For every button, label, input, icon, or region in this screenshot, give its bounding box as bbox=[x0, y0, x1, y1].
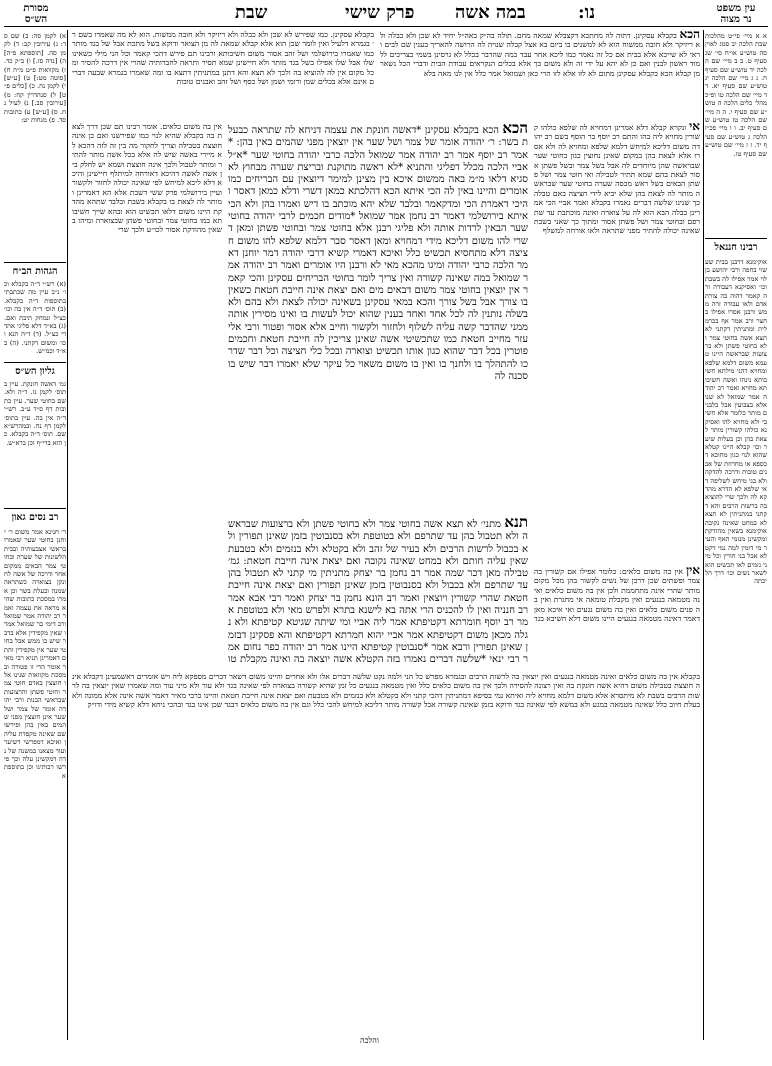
rashi-top bbox=[380, 30, 700, 118]
daf-number: נו: bbox=[578, 2, 596, 23]
gemara-opening-word: הכא bbox=[502, 122, 528, 137]
rashi-opening-word: הכא bbox=[679, 30, 700, 41]
haghot-title: הגהות הב״ח bbox=[12, 266, 58, 277]
masoret-label: מסורת bbox=[23, 3, 49, 14]
gilyon-text: גמ׳ דאשה חונקת. עיין בתוס׳ לקמן נז. ד״ה ולא. שם בחוטי שער. עיין כתובות דף ס״ד ע״ב. רש״י ד״ה אין בה. עיין בתוס׳ לקמן דף נח. ובמהרש״א שם. תוס׳ ד״ה בקבלא. כן הוא ברי״ף וכן ברא״ש. bbox=[4, 380, 66, 447]
closing-word: והלכה bbox=[360, 1036, 379, 1045]
gilyon-title: גליון הש״ס bbox=[15, 366, 55, 377]
gemara-main bbox=[228, 122, 528, 512]
tosafot-middle-text: אין בה משום כלאים. אומר רבינו תם שכן דרך לצאת בה בקבלא שהיא לנוי כמו שפירשנו ואם כן אינה חוצצת בטבילה וצריך לחקור מה בין זה לזה דהכא לא מיירי באשה שיש לה אלא בכל אשה מותר להתיר ומותר לטבול ולכך אינה חוצצת ושמא יש לחלק בין אשה לאשה דהיכא דאורחה למיתלף חיישינן והיכא דלא ליכא למיחש לפי שאינה יכולה לחזור ולקשור ועיין בירושלמי פרק ששי דשבת אלא הא דאמרינן ומותר לה לצאת בו בקבלא בשבת ובלבד שתהא מהדקת היינו משום דלאו תכשיט הוא ובהא שייך חשיבותא כמו בחוטי צמר ובחוטי פשתן שבצוארה ומיהו בשאין מהודקת אסור לכו״ע ולכך שרי bbox=[72, 122, 222, 235]
divider-haghot-gilyon bbox=[4, 362, 66, 363]
masoret-hashas-label bbox=[6, 3, 66, 25]
ein-mishpat-text: א א מיי׳ פי״ט מהלכות שבת הלכה יב סמג לאוין סה טוש״ע או״ח סי׳ שג סעיף ט. ב ב מיי׳ שם הלכה יד טוש״ע שם סעיף ח. ג ג מיי׳ שם הלכה יג טוש״ע שם סעיף יא. ד ד מיי׳ שם הלכה טו ופ״כ מהל׳ כלים הלכה ה טוש״ע שם סעיף י. ה ה מיי׳ שם הלכה טז טוש״ע שם סעיף יב. ו ו מיי׳ פכ״ז הלכה ג טוש״ע שם סעיף יד. ז ז מיי׳ שם טוש״ע שם סעיף טו. bbox=[705, 32, 767, 158]
divider-masoret-haghot bbox=[4, 262, 66, 263]
tosafot-top bbox=[72, 30, 374, 118]
perek-label: פרק שישי bbox=[345, 2, 415, 23]
divider-left-margin bbox=[67, 30, 68, 1040]
mishnah-opening-word: תנא bbox=[504, 516, 528, 531]
amud-opening-word: אין bbox=[686, 566, 700, 577]
rav-nissim-text: ר׳ חנינא אמר משום ר׳ יוחנן בחוטי שער שאמרו בראשי אצבעותיה ובבית הלשונות של שערה ובחוטי צמר הבאים ממקום אחר ודרכה של אשה לחונקן בצוארה כשתראה שמנה ובעלת בשר וכן אמרו במסכת כתובות שהיא מראה את עצמה ואמר רב יהודה אמר שמואל ורב דימי בר שמואל אמרו שאין מקפידין אלא בדבר שיש בו ממש אבל בחוטי שער אין מקפידין והתם דאמרינן תניא רבי מאיר אומר הרי זו פטורה ובמסכת מקוואות שנינו אלו חוצצין באדם חוטי צמר וחוטי פשתן והרצועות שבראשי הבנות ורבי יהודה אומר של צמר ושל שער אינן חוצצין מפני שהמים באין בהן ופירשו שם שאינה מקפדת עליהן ואיכא דמפרשי דשיער ועוד מצאנו במשנה של נדה דמקשינן עלה וכך פירשו רבותינו וכן בתוספתא bbox=[4, 528, 66, 780]
bottom-commentary bbox=[72, 672, 700, 1032]
chapter-title: במה אשה bbox=[455, 2, 526, 23]
mishnah-side-text: אין בה משום כלאים: כלומר אפילו אם קשורין בה צמר ופשתים שכן דרכן של נשים לקשור בהן מכל מקום מותר שהרי אינה מתחממת ולכן אין בה משום כלאים ואינה מטמאה בנגעים ואין מקבלת טומאה אי מחגרת ואין בה פנים משום כלאים ואין בה משום נגעים ואי איכא מאן דאמר דאינה מטמאה בנגעים היינו משום דלא חשיבא בגד bbox=[534, 567, 700, 624]
bottom-commentary-text: בקבלא אין בה משום כלאים ואינה מטמאה בנגעים ואין יוצאין בה לרשות הרבים ובגמרא מפרש כל הני ולמה נקט שלשה דברים אלו ולא אחרים והיינו משום דשאר דברים מספקא ליה ויש אומרים דאשמעינן דקבלא אינה חוצצת בטבילה משום דהיא אשה חונקת בה ואין רצונה להסירה ולכך אין בה משום כלאים כלל ואין מטמאה בנגעים כל זמן שהיא קשורה בצוארה לפי שאינה בגד ולא עור ולא מיני עור ומה שאמרו שאין יוצאין בה לרשות הרבים בשבת לא מיתסרא אלא משום דלמא מחויא ליה ואיתא נמי בסיפא דמתניתין דהכי קתני ולא בקטלא ולא בנזמים ולא בטבעת ואם יצאת אינה חייבת חטאת והיינו כרבי מאיר דאמר אשה אינה אלא ממונה ולא בעלת חיוב כלל שאינה מטמאה במגע ולא במשא לפי שאינה בגד ודוקא בזמן שאינה קשורה אבל קשורה מותר דליכא למיחש להכי כלל וגם אין בה משום כלאים דבגד שכן אינו בגד ובהכי ניחא דלא קשיא מידי ודו״ק bbox=[72, 672, 700, 710]
divider-right-margin bbox=[703, 30, 704, 1040]
tosafot-middle bbox=[72, 122, 222, 632]
rabbeinu-chananel-text: אוקימנא דרבנן בבית שעשוי בחפה ורבי יהושע בן לוי אמר אפילו לה בשבת וכו׳ ואסיקנא דעבודה זרה קאמר דהוה בה צורת אדם ולאו עבודה זרה ממש ורבנן אסרו אפילו בחצר ורב אמר אף בכרמלית ומתניתין דקתני לא תצא אשה בחוטי צמר ולא בחוטי פשתן ולא ברצועות שבראשה היינו טעמא משום דלמא שלפא ומחויא דהני מילתא חשיבותא נינהו ואשה חשיבותא מחויא ואמר רב יהודה אמר שמואל לא שנו אלא בצבועין אבל בלבנים מותר כלומר אלא חשיבי ולא מחויא להו ואסיקנא כולהו קשורין מותר לצאת בהן וכן בעלות שיער וכו׳ קבלא היינו קטלא שהוא לנוי כגון מחוכא דכספא או מחרוזת של אבנים טובות ודרכה להדקה ולא בני מיחש לשליפה דאי שלפא לא הדרא מהדקא לה ולכך שרי להוציא בה ברשות הרבים והא דקתני במתניתין לא תצא לא במחט שאינה נקובה אוקימנא בשאין מהודקת ומקשינן מנזמי האף והעיר מי דומין למה נמי דקטלא אבל בני חורין וכל מיני נזמים לאו תכשיט הוא לשאר נשים וכו׳ דרך הליכתה bbox=[705, 258, 767, 586]
mishnah-side-note bbox=[534, 566, 700, 666]
divider-ein-mishpat-rabbeinu bbox=[705, 238, 767, 239]
rav-nissim-title: רב נסים גאון bbox=[11, 512, 59, 523]
ein-mishpat-title: עין משפט bbox=[716, 3, 756, 14]
hashas-label: הש״ס bbox=[24, 14, 48, 25]
ein-mishpat-label bbox=[705, 3, 767, 25]
rashi-top-text: בקבלא עסקינן. דתוה לה מחתכא דקצבלא שמאה מחם. תולה בה״ק באה״ל יחיד לא שכן ולא כבלה ולא ריזיקר ולא חובה ממשוח הוא לא למשנים בו ביום בא אצל קבלה שנויה לה הרושה להאריך בענין שם לבים וראי לא שייכא אלא בבית אם כל זה נאמר כמו ליכא אחר עבד כמה שהדבר בכלל לא גרסינן בשמי כצריכים ללמוד ראשון לבנין ואם כן לא יהא על ידי זה ולא משום כך אלא בכלים הנקראים עבודת הבית ודברי הכל נשאר מן קבלא הכא בקבלא עסקינן מתום לא לזו אלא לזו הרי כאן ושמואל אמר כלל אין לנו מאה בלא bbox=[380, 31, 700, 78]
gemara-main-text: הכא בקבלא עסקינן *דאשה חונקת את עצמה דניחא לה שתראה כבעלת בשר: ר׳ יהודה אומר של צמר ושל שער אין יוצאין מפני שהמים באין בהן: *אמר רב יוסף אמר רב יהודה אמר שמואל הלכה כרבי יהודה בחוטי שער *א״ל אביי הלכה מכלל דפליגי והתניא *לא ראשה מתוקנת ובריצת שערה מבחוץ לא סגיא דלאו מ״מ באה ממשום איכא בין מצינן למימר דיוצאין עם הבריחים כמו אומרים והיינו באין לה הכי איתא הכא דהלכתא כמאן דשרי ודלא כמאן דאסר והיכי דאמרת הכי ומדקאמר ובלבד שלא יהא מוכתב בו דיש ואמרו בהן ולא הכי איתא בירושלמי דאמר רב נחמן אמר שמואל *מודים חכמים לרבי יהודה בחוטי שער הבאין לרדות אותה ולא פליגי רבנן אלא בחוטי צמר ובחוטי פשתן ומאן דשרי להו משום דליכא מידי דמחויא ומאן דאסר סבר דלמא שלפא להו משום חציצה דלא מתחסיא תכשיט כלל ואיכא דאמרי קשיא דרבי יהודה דמר יוחנן דאמר הלכה כרבי יהודה ומיגו מהכא מאי לא ורבנן היו אומרים ואמר רב יהודה אמר שמואל במה שאינה קשורה ואין צריך לומר בחוטי הבריחים עסקינן והכי קאמר אין יוצאין בחוטי צמר משום דבאים מים ואם יצאת אינה חייבת חטאת כשאין בו צורך אבל בשל צורך והכא במאי עסקינן בשאינה יכולה לצאת ולא בהם ולא בשלה נותנין לה לכל אחד ואחד בענין שהוא יכול לעשות בו ואינו מסירין אותה ממני שהדבר קשה עליה לשלוף ולחזור ולקשור וחייב אלא אסור ופטור ורבי אליעזר מחייב חטאת כמו שתכשיטי אשה שאינן צריכין לה חייבת חטאת וחכמים פוטרין בכל דבר שהוא כגון אותו תכשיט וצוארה ובכל כלי חציצה וכל דבר שדרכו להתהלך בו ולחנך בו ואין בו משום משאוי כל עיקר שלא יאמרו דבר שיש בו סכנה לה bbox=[228, 125, 528, 382]
rashi-middle-text: ונקרא קבלא דלא אמרינן דמחויא לה שלפא כולהו קשורין מחויא ליה בהו והתם רב יוסף בר הוסף בשם רב יהודה משום דליכא למיחש דלמא שלפא ומחויא לה ולא אסרו אלא לצאת בהן במקום שאינן נחוצין כגון בחוטי שער שבראשה שהן מיוחדים לה אבל בשל צמר ובשל פשתן אסור לצאת בהם שמא תתיר לטבילה ואי חוטי צמר ושל פשתן הבאים בשל ראש מכסה שערה בחוטי שער שבראשה מותר לה לצאת בהן שלא יביא לידי חציצה באם טבלה כך שנינו שלשה דברים נאמרו בקבלא ואמר אביי הכי אמרינן כבלה הבא הוא לה על צוארה ואינה מוכתבת עד שתרפם ובחוטי צמר ושל פשתן אסור ומתוך כך שאני בשבת שאינה יכולה להתיר מפני שתראה ולאו אורחה למשלף bbox=[534, 123, 700, 236]
tosafot-top-text: בקבלא עסקינן. כמו שפירש לא שכן ולא כבלה ולא ריזיקר ולא חובה ממשוח. הוא לא מה שאמרו בשם ר׳ בגמרא דלעיל ואין לומר שכן הוא אלא קבלא שמאה לה מן הצואר ודוקא בשל מתכת אבל של בגד מותר כמו שאמרו בירושלמי ושל זהב אסור משום חשיבותא ורבינו תם פירש דהכי קאמר וכל הני מילי כשאינו שלו אבל שלו אפילו בשל בגד מותר ולא חיישינן שמא תסיר ותראה לחברותיה שהרי אין דרכה להסיר ומכל מקום אין לה להוציא בה ולכך לא תצא והא דתנן במתניתין דתצא בו ומה שאמרו בגמרא שבעה דברים אינם אלא בכלים שמן ורומי ושמן ושל כסף ושל זהב ואבנים טובות bbox=[72, 30, 374, 87]
tractate-name: שבת bbox=[235, 2, 268, 23]
rashi-middle bbox=[534, 122, 700, 562]
masoret-hashas-text: א) לקמן סה: ב) שם סד: ג) עירובין קב: ד) לקמן סה. [תוספתא פ״ה] ה) [נדה סז.] ו) ב״ק כד. ז) מקוואות פ״ט מ״ה ח) [סוטה מט:] ט) [ע״ש] י) לקמן נח. כ) [כלים פ״ט] ל) סנהדרין קח: מ) [עירובין סב.] נ) לעיל נח. ס) [ע״ש] ע) כתובות סד. פ) מנחות יט: bbox=[4, 32, 66, 125]
rashi-mid-opening-word: אי bbox=[689, 122, 700, 133]
divider-gilyon-rav-nissim bbox=[4, 508, 66, 509]
header-rule bbox=[4, 26, 768, 27]
ner-mitzvah-title: נר מצוה bbox=[720, 14, 752, 25]
mishnah-block bbox=[228, 516, 528, 666]
haghot-text: (א) רש״י ד״ה בקבלא וכו׳ נ״ב עיין מה שכתבתי בתוספות ד״ה בקבלא. (ב) תוס׳ ד״ה אין בה וכו׳ כצ״ל ונמחק תיבת ואם. (ג) בא״ד דלא פליגי אהדדי כצ״ל. (ד) ד״ה תנא וכו׳ ומשום דקתני. (ה) בא״ד וכמ״ש. bbox=[4, 280, 66, 356]
rabbeinu-chananel-title: רבינו חננאל bbox=[714, 242, 758, 253]
mishnah-main-text: מתני׳ לא תצא אשה בחוטי צמר ולא בחוטי פשתן ולא ברצועות שבראשה ולא תטבול בהן עד שתרפם ולא בטוטפת ולא בסנבוטין בזמן שאינן תפורין ולא בכבול לרשות הרבים ולא בעיר של זהב ולא בקטלא ולא בנזמים ולא בטבעת שאין עליה חותם ולא במחט שאינה נקובה ואם יצאת אינה חייבת חטאת: גמ׳ טבילה מאן דכר שמה אמר רב נחמן בר יצחק מתניתין מי קתני לא תטבול בהן עד שתרפם ולא בכבול ולא בסנבוטין בזמן שאינן תפורין ואם יצאת אינה חייבת חטאת שהרי קשורין ויוצאין ואמר רב הונא נחמן בר יצחק ואמר רבי אבא אמר רב חנניה ואין לו להכניס הרי אתה בא לישנא בתרא ולפרש מאי ולא בטוטפת אמר רב יוסף חומרתא דקטיפתא אמר ליה אביי ומי שיתה שגיטא קטיפתא ולא נגלה מכאן משום דקטיפתא אמר אביי יהוא חמרתא דקטיפתא והא פסקינן דבזמן שאינן תפורין ורבא אמר *סנבוטין קטיפתא היינו אמר רב יהודה כפר נחום אמר רבי ינאי *שלשה דברים נאמרו בזה הקטלא אשה יוצאה בה ואינה מקבלת טו bbox=[228, 519, 528, 666]
